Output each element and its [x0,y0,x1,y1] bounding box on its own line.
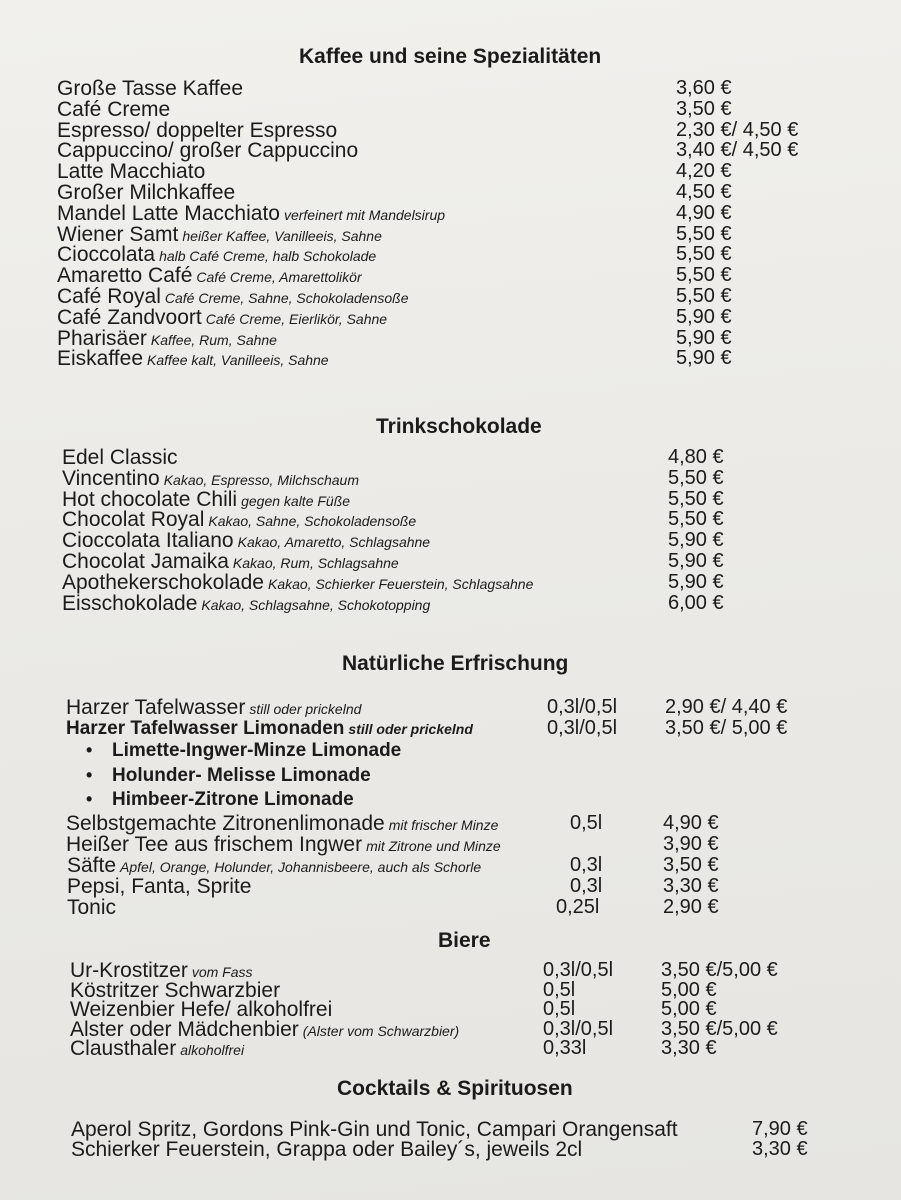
menu-item [0,224,901,245]
menu-item [0,489,901,510]
item-price: 5,50 € [668,487,724,510]
limonade-bullet-item [86,789,354,813]
limonade-bullet-item [86,765,371,789]
item-name [57,120,337,141]
menu-item [0,99,901,120]
item-size: 0,5l [543,978,576,1001]
menu-item [0,1038,901,1059]
item-title: Pharisäer [57,326,147,350]
item-price: 5,90 € [668,550,724,572]
item-title: Große Tasse Kaffee [57,77,243,100]
bullet-icon: • [86,740,93,760]
bullet-icon: • [86,764,93,785]
item-name [71,1119,678,1140]
item-name [57,140,358,161]
item-title: Espresso/ doppelter Espresso [57,118,338,142]
item-title: Café Zandvoort [57,305,202,329]
item-price: 4,90 € [676,201,732,224]
item-price: 5,90 € [676,326,732,349]
item-description: still oder prickelnd [249,701,362,717]
item-title: Aperol Spritz, Gordons Pink-Gin und Tonic, Campari Orangensaft [71,1118,678,1141]
item-price: 5,50 € [668,508,724,531]
item-description: Café Creme, Eierlikör, Sahne [205,310,388,327]
item-price: 2,90 €/ 4,40 € [665,696,788,718]
item-price: 5,90 € [668,570,724,593]
menu-item [0,286,901,307]
item-name [66,697,361,720]
bullet-label: Holunder- Melisse Limonade [112,764,371,786]
item-title: Clausthaler [70,1037,177,1060]
item-title: Hot chocolate Chili [62,487,238,511]
item-size: 0,3l [570,875,603,897]
item-size: 0,33l [543,1037,587,1059]
item-title: Latte Macchiato [57,160,206,184]
item-price: 3,30 € [661,1037,717,1059]
item-title: Café Creme [57,97,171,121]
menu-item [0,897,901,918]
menu-item [0,1119,901,1140]
item-description: Kakao, Schlagsahne, Schokotopping [201,596,431,613]
menu-item [0,140,901,161]
menu-item [0,447,901,468]
menu-item [0,120,901,141]
menu-item [0,813,901,834]
item-description: Kakao, Espresso, Milchschaum [163,471,360,488]
item-title: Eiskaffee [57,347,143,371]
item-price: 5,90 € [676,305,732,328]
item-price: 5,90 € [676,347,732,370]
limonade-bullet-item [86,740,401,764]
item-description: verfeinert mit Mandelsirup [283,206,446,223]
item-price: 5,00 € [661,978,717,1001]
item-description: Kakao, Schierker Feuerstein, Schlagsahne [267,575,534,592]
item-price: 3,50 €/5,00 € [661,1017,778,1040]
section-title-biere: Biere [438,929,491,952]
bullet-label: Himbeer-Zitrone Limonade [112,789,354,810]
item-title: Eisschokolade [62,591,198,615]
item-description: (Alster vom Schwarzbier) [302,1022,460,1039]
menu-item [0,718,901,739]
item-title: Pepsi, Fanta, Sprite [67,875,252,898]
item-name [57,99,170,120]
item-description: Apfel, Orange, Holunder, Johannisbeere, auch als Schorle [120,859,482,875]
menu-item [0,551,901,572]
menu-item [0,203,901,224]
item-title: Heißer Tee aus frischem Ingwer [66,833,363,856]
item-name [57,348,329,371]
item-title: Tonic [67,896,117,919]
item-price: 3,60 € [676,77,732,99]
item-name [67,897,116,918]
item-name [62,447,178,468]
item-name [67,876,251,897]
menu-item [0,468,901,489]
item-size: 0,5l [570,812,603,834]
item-price: 5,50 € [676,285,732,307]
item-price: 5,00 € [661,998,717,1020]
item-description: Kakao, Amaretto, Schlagsahne [237,534,431,551]
item-price: 5,50 € [676,222,732,245]
item-price: 3,50 € [676,97,732,120]
item-name [57,78,243,99]
item-price: 4,80 € [668,446,724,468]
item-price: 3,40 €/ 4,50 € [676,139,799,162]
menu-item [0,348,901,369]
menu-item [0,697,901,718]
menu-item [0,1139,901,1160]
item-price: 5,50 € [668,466,724,489]
item-price: 3,90 € [663,833,719,855]
item-title: Mandel Latte Macchiato [57,201,280,225]
item-title: Selbstgemachte Zitronenlimonade [66,812,385,835]
menu-item [0,876,901,897]
menu-item [0,307,901,328]
item-price: 3,50 € [663,854,719,876]
item-title: Cioccolata [57,243,156,267]
item-size: 0,3l/0,5l [547,696,618,718]
section-title-erfrischung: Natürliche Erfrischung [342,652,569,675]
item-name [66,834,501,857]
menu-item [0,530,901,551]
menu-item [0,78,901,99]
item-description: mit frischer Minze [388,817,499,833]
item-size: 0,3l/0,5l [543,959,614,981]
item-size: 0,3l/0,5l [547,717,618,739]
bullet-icon: • [86,789,93,809]
item-title: Cioccolata Italiano [62,529,234,553]
item-price: 2,90 € [663,896,719,918]
menu-item [0,328,901,349]
item-name [57,161,205,182]
item-price: 7,90 € [752,1118,808,1140]
item-title: Alster oder Mädchenbier [70,1017,299,1041]
menu-item [0,161,901,182]
item-description: Kaffee kalt, Vanilleeis, Sahne [147,352,329,369]
item-price: 3,50 €/5,00 € [661,959,778,981]
item-title: Köstritzer Schwarzbier [70,978,281,1002]
section-title-kaffee: Kaffee und seine Spezialitäten [299,45,602,68]
menu-item [0,182,901,203]
menu-item [0,572,901,593]
item-description: Café Creme, Sahne, Schokoladensoße [164,290,409,306]
item-description: Café Creme, Amarettolikör [196,269,362,286]
item-description: Kaffee, Rum, Sahne [150,331,277,348]
menu-item [0,855,901,876]
item-description: heißer Kaffee, Vanilleeis, Sahne [182,227,382,244]
item-description: mit Zitrone und Minze [366,838,501,854]
item-title: Edel Classic [62,446,178,469]
item-title: Ur-Krostitzer [70,959,188,982]
item-title: Café Royal [57,285,161,308]
item-name [70,1038,244,1061]
item-price: 5,50 € [676,264,732,287]
item-title: Säfte [67,854,117,877]
menu-item [0,593,901,614]
item-price: 4,20 € [676,160,732,183]
item-name [57,182,235,203]
item-title: Harzer Tafelwasser [66,696,246,719]
item-price: 3,50 €/ 5,00 € [665,717,788,739]
item-price: 5,50 € [676,243,732,266]
item-title: Apothekerschokolade [62,570,264,594]
item-description: Kakao, Sahne, Schokoladensoße [208,513,417,530]
item-title: Cappuccino/ großer Cappuccino [57,139,359,163]
item-title: Chocolat Royal [62,508,205,532]
item-description: halb Café Creme, halb Schokolade [159,248,377,265]
item-size: 0,25l [556,896,600,918]
menu-item [0,509,901,530]
item-title: Weizenbier Hefe/ alkoholfrei [70,998,333,1021]
item-price: 4,50 € [676,181,732,203]
item-price: 3,30 € [663,875,719,897]
item-title: Harzer Tafelwasser Limonaden [66,718,345,739]
item-title: Chocolat Jamaika [62,550,229,573]
item-title: Großer Milchkaffee [57,181,236,204]
menu-item [0,834,901,855]
item-title: Amaretto Café [57,264,193,288]
item-price: 4,90 € [663,812,719,834]
item-description: still oder prickelnd [348,721,473,737]
item-price: 2,30 €/ 4,50 € [676,118,799,141]
item-title: Vincentino [62,466,160,490]
item-size: 0,5l [543,998,576,1020]
item-name [71,1139,582,1160]
item-description: alkoholfrei [180,1042,245,1058]
section-title-trinkschokolade: Trinkschokolade [376,415,542,438]
item-price: 6,00 € [668,591,724,614]
item-price: 3,30 € [752,1138,808,1160]
item-size: 0,3l/0,5l [543,1017,614,1040]
item-size: 0,3l [570,854,603,876]
menu-item [0,244,901,265]
item-title: Schierker Feuerstein, Grappa oder Bailey´s, jeweils 2cl [71,1138,583,1161]
item-description: Kakao, Rum, Schlagsahne [232,555,399,571]
item-description: vom Fass [191,964,253,980]
bullet-label: Limette-Ingwer-Minze Limonade [112,740,402,761]
item-name [66,718,473,740]
section-title-cocktails: Cocktails & Spirituosen [337,1077,573,1100]
item-price: 5,90 € [668,529,724,552]
item-name [62,593,430,616]
item-description: gegen kalte Füße [241,492,351,509]
menu-item [0,265,901,286]
item-title: Wiener Samt [57,222,179,246]
